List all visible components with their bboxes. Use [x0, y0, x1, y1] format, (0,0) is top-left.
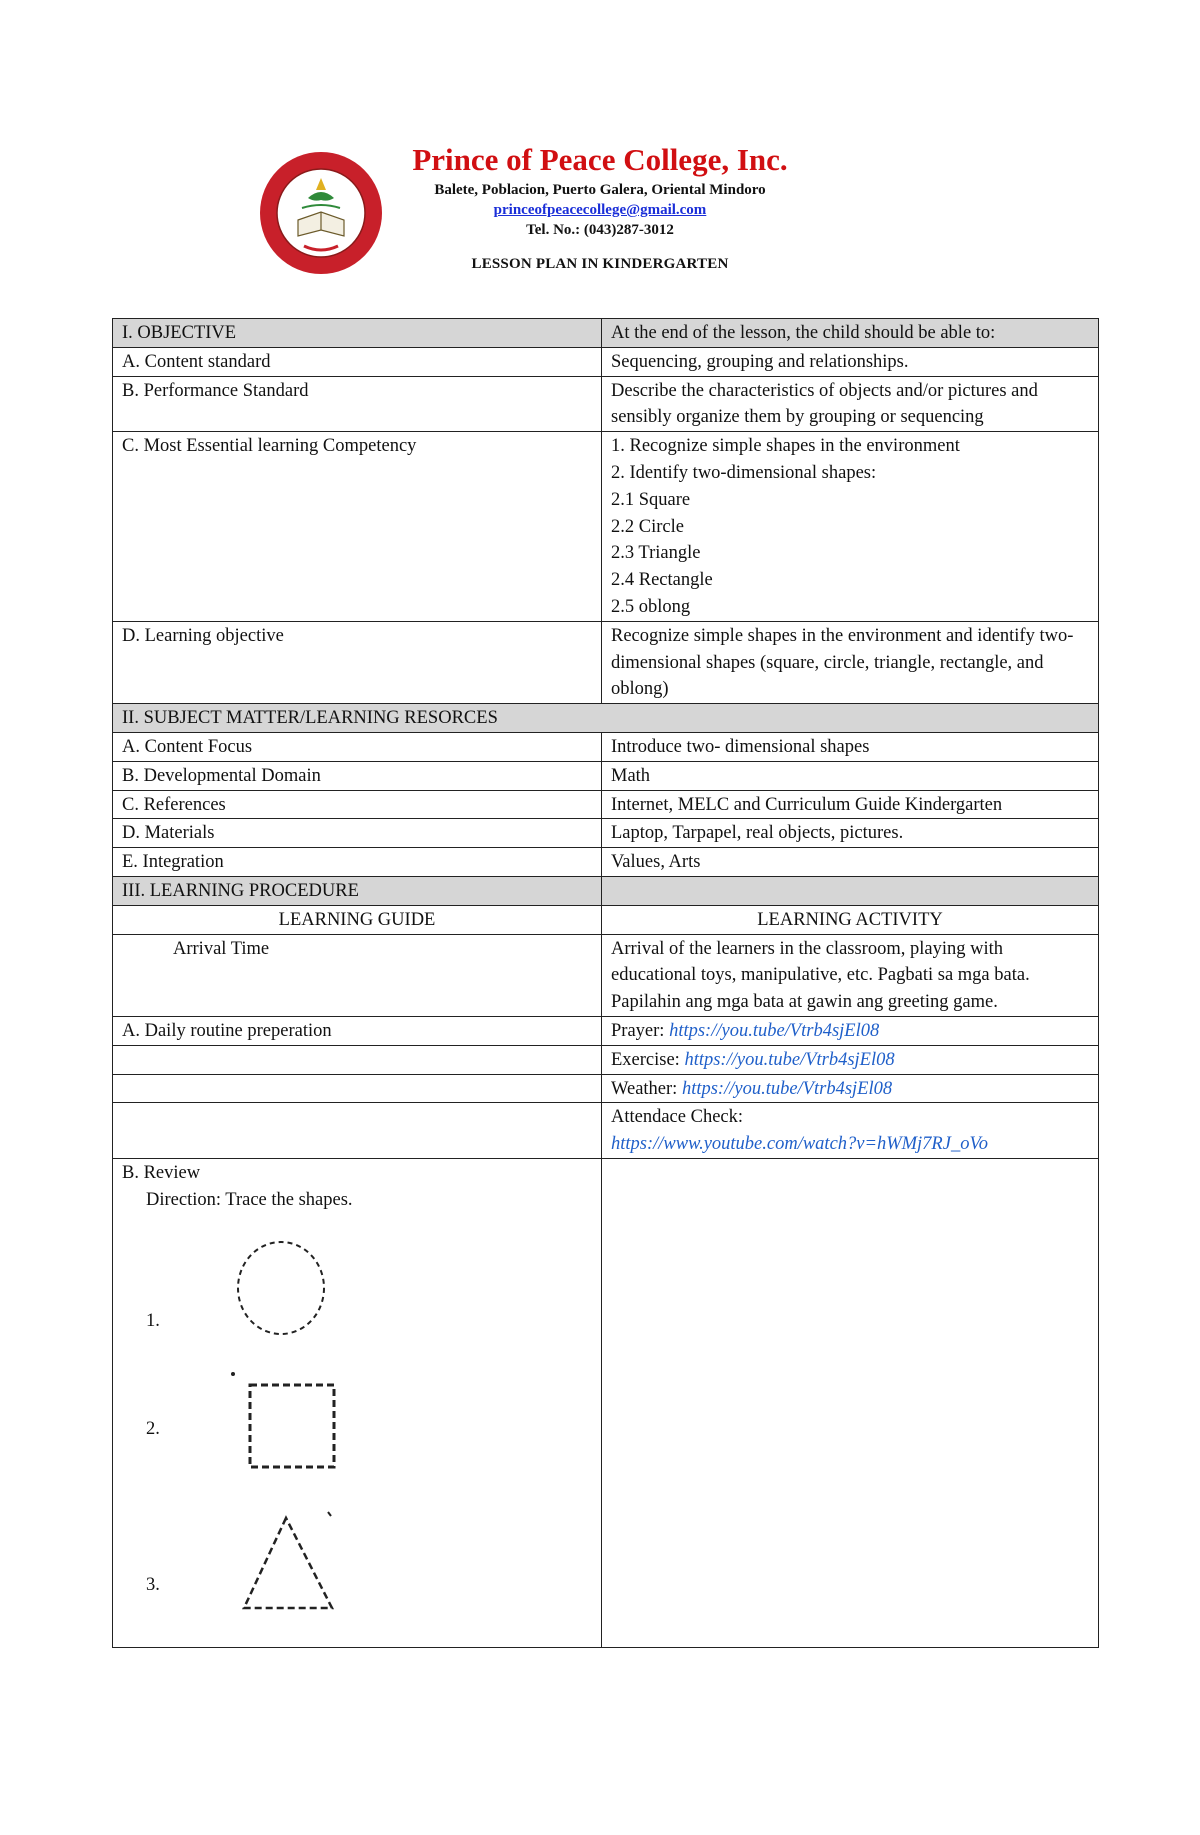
learning-objective-value: Recognize simple shapes in the environment and identify two- dimensional shapes (square, circle, triangle, rectangle, and oblong): [602, 621, 1099, 703]
procedure-heading-blank: [602, 876, 1099, 905]
weather-cell: [602, 1074, 1099, 1103]
table-row: [113, 432, 1099, 622]
melc-item: 2.1 Square: [611, 489, 691, 510]
table-row: [113, 347, 1099, 376]
table-row: [113, 1074, 1099, 1103]
learning-guide-header: LEARNING GUIDE: [113, 905, 602, 934]
melc-label: C. Most Essential learning Competency: [113, 432, 602, 622]
melc-list: [602, 432, 1099, 622]
table-row: [113, 1016, 1099, 1045]
learning-activity-header: LEARNING ACTIVITY: [602, 905, 1099, 934]
objective-heading-note: At the end of the lesson, the child should be able to:: [602, 319, 1099, 348]
dashed-circle-shape: [234, 1238, 328, 1338]
exercise-cell: [602, 1045, 1099, 1074]
review-label: B. Review: [122, 1162, 201, 1183]
table-row: [113, 934, 1099, 1016]
dashed-triangle-shape: [232, 1508, 342, 1618]
review-direction: Direction: Trace the shapes.: [146, 1189, 353, 1210]
content-standard-label: A. Content standard: [113, 347, 602, 376]
content-focus-value: Introduce two- dimensional shapes: [602, 732, 1099, 761]
melc-item: 1. Recognize simple shapes in the environment: [611, 436, 960, 457]
shape-number: 1.: [146, 1310, 160, 1331]
table-row: [113, 732, 1099, 761]
integration-value: Values, Arts: [602, 848, 1099, 877]
table-row: [113, 1158, 1099, 1647]
melc-item: 2.3 Triangle: [611, 543, 701, 564]
table-row: [113, 1103, 1099, 1159]
table-row: [113, 621, 1099, 703]
attendance-label: Attendace Check:: [611, 1107, 744, 1128]
subject-heading: II. SUBJECT MATTER/LEARNING RESORCES: [113, 704, 1099, 733]
dashed-square-shape: [230, 1370, 340, 1470]
prayer-video-link[interactable]: https://you.tube/Vtrb4sjEl08: [669, 1020, 880, 1041]
weather-label: Weather:: [611, 1078, 682, 1099]
trace-shapes: [122, 1214, 592, 1624]
references-value: Internet, MELC and Curriculum Guide Kindergarten: [602, 790, 1099, 819]
performance-standard-value: Describe the characteristics of objects and/or pictures and sensibly organize them by grouping or sequencing: [602, 376, 1099, 432]
table-row: [113, 790, 1099, 819]
procedure-heading: III. LEARNING PROCEDURE: [113, 876, 602, 905]
letterhead: [360, 142, 840, 240]
attendance-video-link[interactable]: https://www.youtube.com/watch?v=hWMj7RJ_oVo: [611, 1134, 988, 1155]
references-label: C. References: [113, 790, 602, 819]
attendance-cell: [602, 1103, 1099, 1159]
review-activity-cell: [602, 1158, 1099, 1647]
materials-value: Laptop, Tarpapel, real objects, pictures.: [602, 819, 1099, 848]
exercise-label: Exercise:: [611, 1049, 685, 1070]
lesson-plan-table: [112, 318, 1099, 1648]
college-address: Balete, Poblacion, Puerto Galera, Oriental Mindoro: [434, 182, 766, 198]
domain-value: Math: [602, 761, 1099, 790]
domain-label: B. Developmental Domain: [113, 761, 602, 790]
materials-label: D. Materials: [113, 819, 602, 848]
empty-cell: [113, 1045, 602, 1074]
prayer-cell: [602, 1016, 1099, 1045]
lesson-plan-title: LESSON PLAN IN KINDERGARTEN: [471, 256, 729, 272]
college-email-link[interactable]: princeofpeacecollege@gmail.com: [493, 202, 707, 218]
arrival-time-value: Arrival of the learners in the classroom, playing with educational toys, manipulative, etc. Pagbati sa mga bata. Papilahin ang mga bata at gawin ang greeting game.: [602, 934, 1099, 1016]
objective-heading-row: [113, 319, 1099, 348]
empty-cell: [113, 1074, 602, 1103]
melc-item: 2.4 Rectangle: [611, 570, 713, 591]
performance-standard-label: B. Performance Standard: [113, 376, 602, 432]
content-standard-value: Sequencing, grouping and relationships.: [602, 347, 1099, 376]
college-telephone: Tel. No.: (043)287-3012: [526, 222, 674, 238]
empty-cell: [113, 1103, 602, 1159]
shape-number: 3.: [146, 1574, 160, 1595]
melc-item: 2.2 Circle: [611, 516, 684, 537]
table-row: [113, 848, 1099, 877]
daily-routine-label: A. Daily routine preperation: [113, 1016, 602, 1045]
table-row: [113, 376, 1099, 432]
table-row: [113, 1045, 1099, 1074]
procedure-heading-row: [113, 876, 1099, 905]
prayer-label: Prayer:: [611, 1020, 670, 1041]
review-cell: [113, 1158, 602, 1647]
melc-item: 2. Identify two-dimensional shapes:: [611, 462, 877, 483]
objective-heading: I. OBJECTIVE: [113, 319, 602, 348]
table-row: [113, 761, 1099, 790]
learning-objective-label: D. Learning objective: [113, 621, 602, 703]
weather-video-link[interactable]: https://you.tube/Vtrb4sjEl08: [681, 1078, 893, 1099]
melc-item: 2.5 oblong: [611, 596, 691, 617]
exercise-video-link[interactable]: https://you.tube/Vtrb4sjEl08: [684, 1049, 895, 1070]
shape-number: 2.: [146, 1418, 160, 1439]
table-row: [113, 819, 1099, 848]
college-name: Prince of Peace College, Inc.: [412, 142, 788, 177]
integration-label: E. Integration: [113, 848, 602, 877]
arrival-time-label: Arrival Time: [113, 934, 602, 1016]
subject-heading-row: [113, 704, 1099, 733]
content-focus-label: A. Content Focus: [113, 732, 602, 761]
table-row: [113, 905, 1099, 934]
